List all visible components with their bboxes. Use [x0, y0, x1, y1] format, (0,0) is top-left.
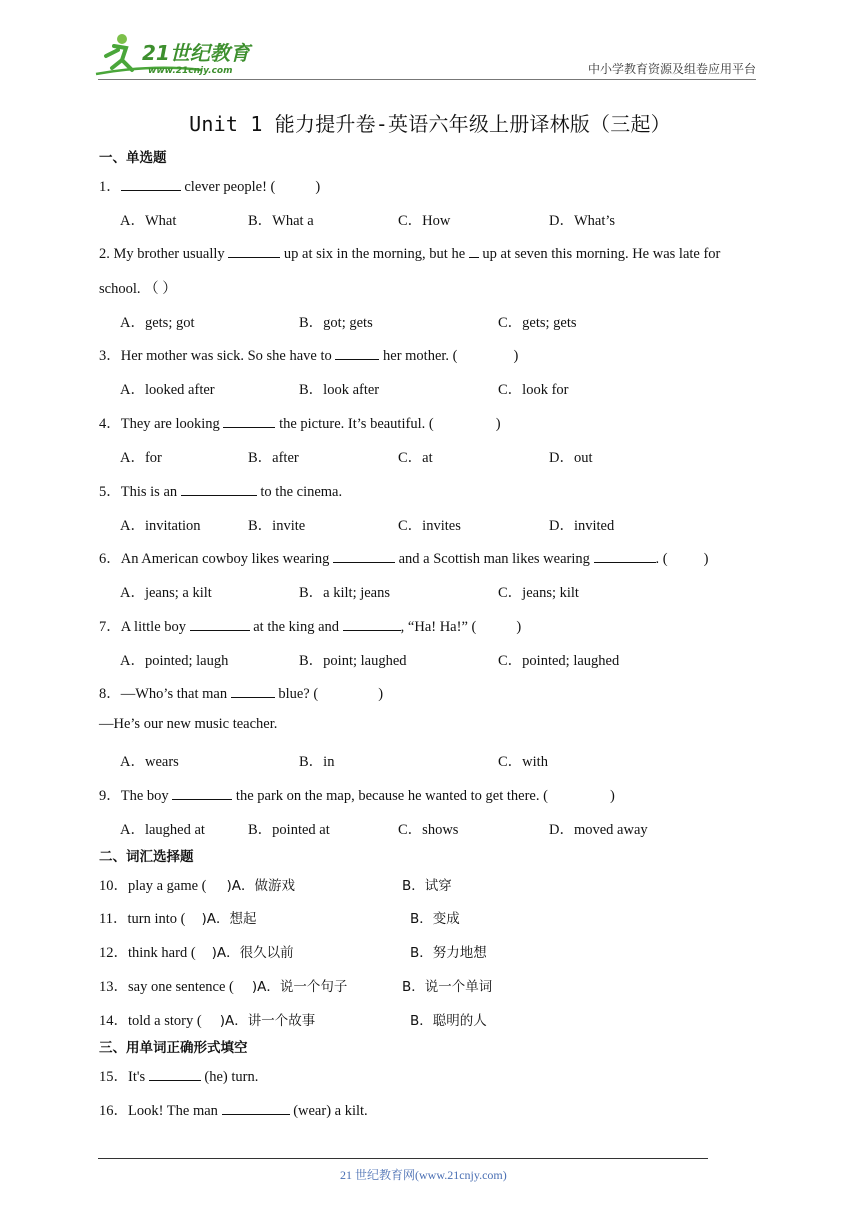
option: B．look after	[299, 382, 380, 398]
option: B．invite	[248, 518, 306, 534]
option: B．a kilt; jeans	[299, 585, 391, 601]
option: B．聪明的人	[410, 1013, 487, 1029]
option: C．invites	[398, 518, 461, 534]
option: A．What	[120, 213, 177, 229]
blank	[121, 176, 181, 191]
option: A．gets; got	[120, 315, 195, 331]
blank	[335, 345, 379, 360]
footer-rule	[98, 1158, 708, 1159]
question-6: 6．An American cowboy likes wearing and a Scottish man likes wearing . ( )	[99, 547, 708, 568]
option: B．in	[299, 754, 335, 770]
platform-name: 中小学教育资源及组卷应用平台	[587, 62, 756, 76]
option: C．How	[398, 213, 451, 229]
option: C．at	[398, 450, 433, 466]
question-16: 16．Look! The man (wear) a kilt.	[99, 1099, 368, 1120]
blank	[469, 243, 479, 258]
option: B．point; laughed	[299, 653, 407, 669]
question-11: 11．turn into ( )A．想起	[99, 911, 257, 927]
blank	[223, 413, 275, 428]
blank	[149, 1066, 201, 1081]
option: C．pointed; laughed	[498, 653, 620, 669]
question-4: 4．They are looking the picture. It’s beautiful. ( )	[99, 412, 501, 433]
option: D．moved away	[549, 822, 648, 838]
option: A．looked after	[120, 382, 215, 398]
option: B．after	[248, 450, 299, 466]
option: D．out	[549, 450, 593, 466]
blank	[181, 481, 257, 496]
option: A．pointed; laugh	[120, 653, 229, 669]
question-8-answer: —He’s our new music teacher.	[99, 716, 278, 732]
option: A．jeans; a kilt	[120, 585, 212, 601]
option: A．laughed at	[120, 822, 205, 838]
question-3: 3．Her mother was sick. So she have to her mother. ( )	[99, 344, 518, 365]
option: A．invitation	[120, 518, 201, 534]
section-heading-3: 三、用单词正确形式填空	[99, 1040, 248, 1056]
footer-link[interactable]: 21 世纪教育网(www.21cnjy.com)	[340, 1168, 507, 1182]
blank	[228, 243, 280, 258]
option: B．说一个单词	[402, 979, 493, 995]
blank	[190, 616, 250, 631]
blank	[594, 548, 656, 563]
option: B．got; gets	[299, 315, 373, 331]
option: A．for	[120, 450, 162, 466]
question-10: 10．play a game ( )A．做游戏	[99, 878, 296, 894]
question-14: 14．told a story ( )A．讲一个故事	[99, 1013, 316, 1029]
header-rule	[98, 79, 756, 80]
question-5: 5．This is an to the cinema.	[99, 480, 342, 501]
section-heading-1: 一、单选题	[99, 150, 167, 166]
option: B．pointed at	[248, 822, 330, 838]
blank	[172, 785, 232, 800]
blank	[222, 1100, 290, 1115]
logo-url: www.21cnjy.com	[148, 66, 233, 76]
option: C．look for	[498, 382, 569, 398]
question-13: 13．say one sentence ( )A．说一个句子	[99, 979, 348, 995]
logo-text: 21世纪教育	[142, 41, 250, 65]
question-7: 7．A little boy at the king and , “Ha! Ha!” ( )	[99, 615, 521, 636]
option: C．gets; gets	[498, 315, 577, 331]
question-8: 8．—Who’s that man blue? ( )	[99, 682, 383, 703]
question-12: 12．think hard ( )A．很久以前	[99, 945, 294, 961]
question-15: 15．It's (he) turn.	[99, 1065, 258, 1086]
option: D．What’s	[549, 213, 616, 229]
blank	[343, 616, 401, 631]
blank	[231, 683, 275, 698]
option: B．努力地想	[410, 945, 487, 961]
option: B．变成	[410, 911, 460, 927]
question-9: 9．The boy the park on the map, because he wanted to get there. ( )	[99, 784, 615, 805]
site-logo	[92, 30, 262, 78]
option: D．invited	[549, 518, 615, 534]
option: C．with	[498, 754, 548, 770]
page-title: Unit 1 能力提升卷-英语六年级上册译林版（三起）	[189, 112, 671, 136]
option: B．试穿	[402, 878, 452, 894]
blank	[333, 548, 395, 563]
option: C．jeans; kilt	[498, 585, 579, 601]
question-2: 2. My brother usually up at six in the morning, but he up at seven this morning. He was late for	[99, 243, 720, 263]
question-2-cont: school. （ ）	[99, 281, 177, 297]
option: A．wears	[120, 754, 179, 770]
section-heading-2: 二、词汇选择题	[99, 849, 194, 865]
option: C．shows	[398, 822, 459, 838]
option: B．What a	[248, 213, 314, 229]
question-1: 1． clever people! ( )	[99, 175, 320, 196]
